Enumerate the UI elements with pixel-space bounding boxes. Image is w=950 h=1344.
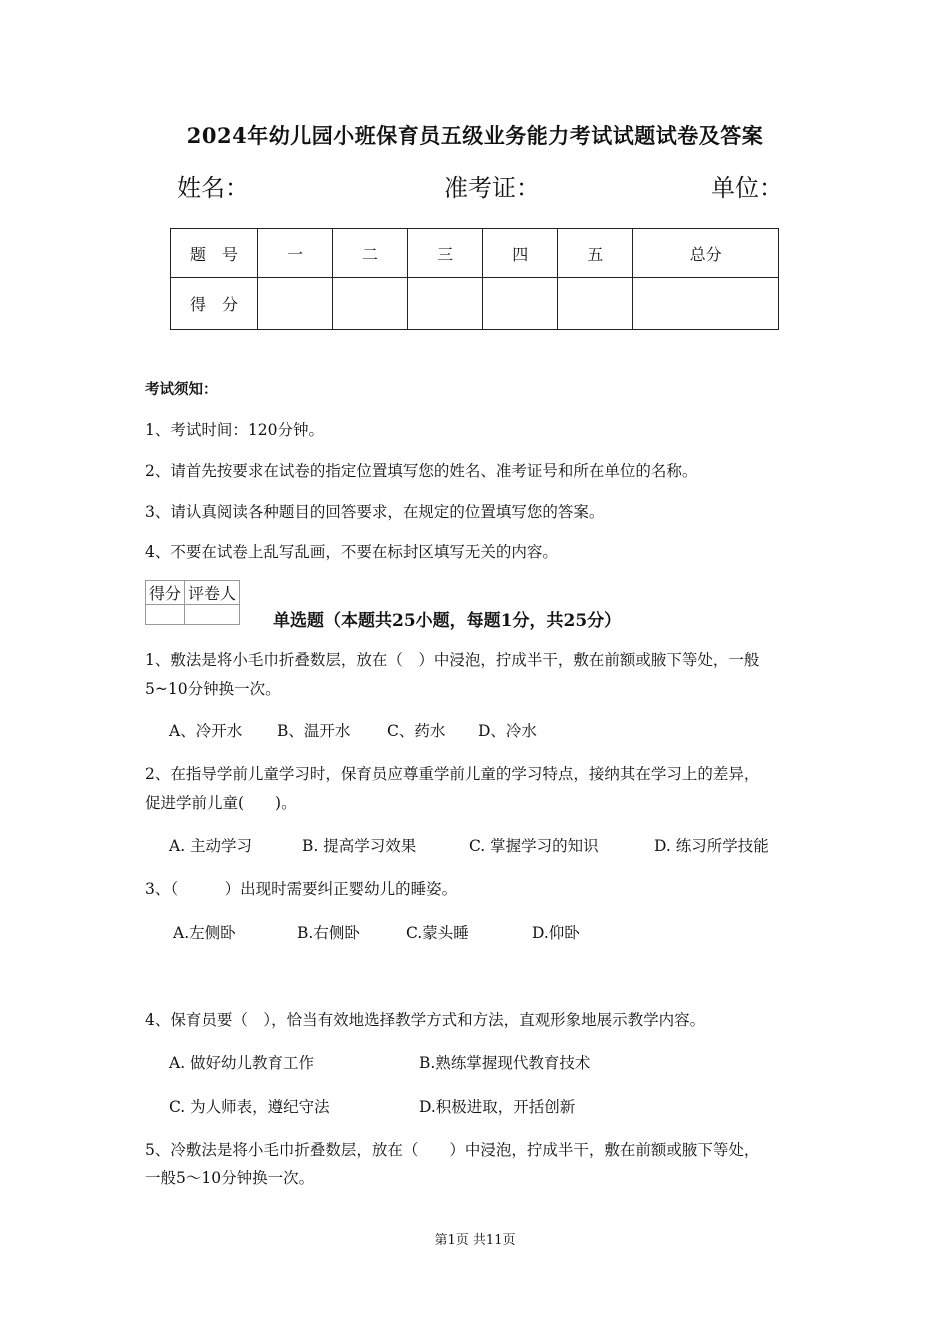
question-text: 促进学前儿童( )。	[145, 794, 297, 812]
grader-box	[145, 580, 240, 625]
notice-item: 3、请认真阅读各种题目的回答要求，在规定的位置填写您的答案。	[145, 503, 605, 521]
score-header-cell: 题 号	[171, 229, 258, 278]
score-table-header-row	[171, 229, 779, 278]
option-c[interactable]: C. 掌握学习的知识	[469, 837, 599, 855]
notice-heading: 考试须知：	[145, 381, 218, 398]
score-header-cell: 五	[558, 229, 633, 278]
score-input-cell[interactable]	[258, 278, 333, 330]
option-b[interactable]: B.熟练掌握现代教育技术	[419, 1054, 591, 1072]
question-text: 2、在指导学前儿童学习时，保育员应尊重学前儿童的学习特点，接纳其在学习上的差异，	[145, 765, 760, 783]
score-header-cell: 一	[258, 229, 333, 278]
score-table	[170, 228, 779, 330]
option-c[interactable]: C.蒙头睡	[406, 924, 469, 942]
score-input-cell[interactable]	[558, 278, 633, 330]
option-d[interactable]: D、冷水	[478, 722, 537, 740]
score-header-cell: 四	[483, 229, 558, 278]
option-c[interactable]: C. 为人师表，遵纪守法	[169, 1098, 330, 1116]
option-b[interactable]: B. 提高学习效果	[302, 837, 417, 855]
question-text: 5~10分钟换一次。	[145, 680, 281, 698]
exam-id-label: 准考证：	[444, 174, 540, 202]
score-header-cell: 二	[333, 229, 408, 278]
score-input-cell[interactable]	[333, 278, 408, 330]
page-title: 2024年幼儿园小班保育员五级业务能力考试试题试卷及答案	[186, 123, 764, 148]
page-footer: 第1页 共11页	[434, 1233, 516, 1248]
unit-label: 单位：	[711, 174, 783, 202]
question-text: 3、（ ）出现时需要纠正婴幼儿的睡姿。	[145, 880, 458, 898]
option-a[interactable]: A. 做好幼儿教育工作	[169, 1054, 315, 1072]
score-header-cell: 总分	[633, 229, 779, 278]
option-d[interactable]: D.积极进取，开括创新	[419, 1098, 576, 1116]
name-label: 姓名：	[177, 174, 249, 202]
option-a[interactable]: A.左侧卧	[173, 924, 236, 942]
question-text: 5、冷敷法是将小毛巾折叠数层，放在（ ）中浸泡，拧成半干，敷在前额或腋下等处，	[145, 1141, 760, 1159]
score-input-cell[interactable]	[633, 278, 779, 330]
option-b[interactable]: B、温开水	[277, 722, 351, 740]
question-text: 4、保育员要（ ），恰当有效地选择教学方式和方法，直观形象地展示教学内容。	[145, 1011, 706, 1029]
option-a[interactable]: A. 主动学习	[169, 837, 253, 855]
score-table-score-row	[171, 278, 779, 330]
option-c[interactable]: C、药水	[387, 722, 446, 740]
question-text: 1、敷法是将小毛巾折叠数层，放在（ ）中浸泡，拧成半干，敷在前额或腋下等处，一般	[145, 651, 760, 669]
score-row-label: 得 分	[171, 278, 258, 330]
option-a[interactable]: A、冷开水	[169, 722, 243, 740]
section-title: 单选题（本题共25小题，每题1分，共25分）	[273, 611, 622, 631]
option-d[interactable]: D.仰卧	[532, 924, 580, 942]
question-text: 一般5～10分钟换一次。	[145, 1169, 315, 1187]
notice-item: 1、考试时间：120分钟。	[145, 421, 324, 439]
option-d[interactable]: D. 练习所学技能	[654, 837, 769, 855]
grader-score-cell[interactable]	[146, 605, 185, 625]
score-input-cell[interactable]	[483, 278, 558, 330]
grader-name-label: 评卷人	[185, 581, 240, 605]
option-b[interactable]: B.右侧卧	[297, 924, 360, 942]
grader-name-cell[interactable]	[185, 605, 240, 625]
score-input-cell[interactable]	[408, 278, 483, 330]
notice-item: 4、不要在试卷上乱写乱画，不要在标封区填写无关的内容。	[145, 543, 558, 561]
score-header-cell: 三	[408, 229, 483, 278]
grader-score-label: 得分	[146, 581, 185, 605]
notice-item: 2、请首先按要求在试卷的指定位置填写您的姓名、准考证号和所在单位的名称。	[145, 462, 698, 480]
